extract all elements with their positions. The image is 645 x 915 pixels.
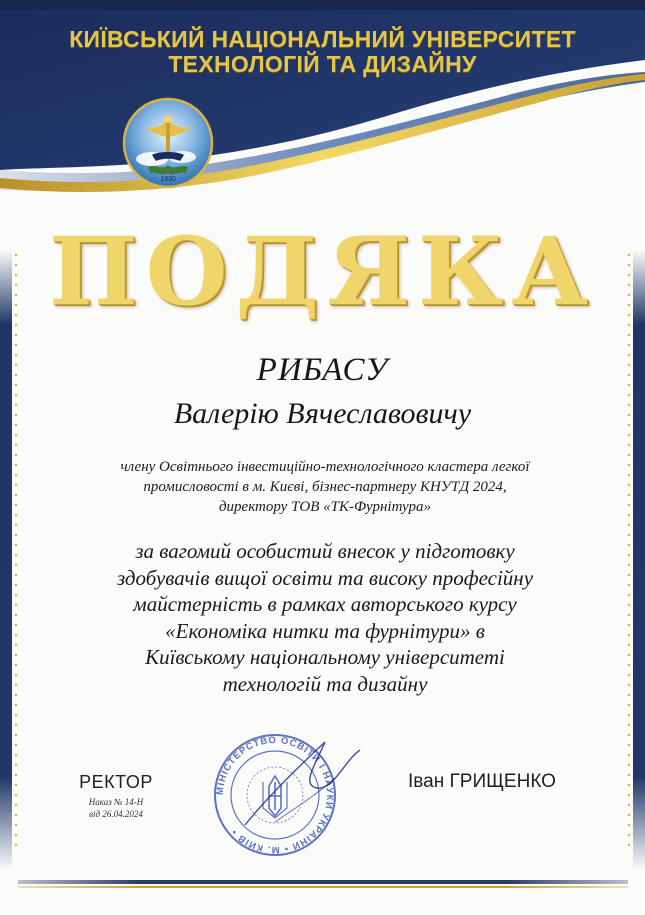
merit-statement [70, 538, 580, 697]
merit-line: здобувачів вищої освіти та високу професійну [116, 565, 534, 590]
role-line: директору ТОВ «ТК-Фурнітура» [218, 499, 432, 515]
recipient-surname: РИБАСУ [256, 352, 389, 388]
university-name-line1: КИЇВСЬКИЙ НАЦІОНАЛЬНИЙ УНІВЕРСИТЕТ [69, 26, 576, 52]
university-name-line2: ТЕХНОЛОГІЙ ТА ДИЗАЙНУ [168, 51, 477, 77]
emblem-year: 1930 [160, 176, 176, 183]
recipient-role [90, 457, 560, 517]
right-border-band [633, 250, 645, 870]
merit-line: майстерність в рамках авторського курсу [133, 592, 517, 616]
signatory-position: РЕКТОР [79, 772, 153, 792]
signer-name: Іван ГРИЩЕНКО [408, 771, 556, 792]
footer-gold-line [18, 886, 628, 888]
merit-line: «Економіка нитки та фурнітури» в [165, 618, 485, 643]
university-emblem-icon [122, 97, 214, 189]
order-number: Наказ № 14-Н [88, 797, 144, 807]
footer-navy-line [18, 880, 628, 884]
left-border-band [0, 250, 12, 870]
merit-line: за вагомий особистий внесок у підготовку [135, 539, 515, 563]
left-dot-border [13, 250, 19, 850]
recipient-given-name: Валерію Вячеславовичу [173, 397, 472, 430]
certificate-title: ПОДЯКА [48, 217, 597, 327]
order-date: від 26.04.2024 [89, 809, 143, 819]
official-seal-icon [205, 730, 365, 860]
role-line: члену Освітнього інвестиційно-технологічного кластера легкої [120, 459, 530, 475]
right-dot-border [626, 250, 632, 850]
role-line: промисловості в м. Києві, бізнес-партнеру КНУТД 2024, [143, 479, 507, 495]
seal-text: МІНІСТЕРСТВО ОСВІТИ І НАУКИ УКРАЇНИ • М. КИЇВ • [214, 734, 336, 856]
merit-line: Київському національному університеті [145, 645, 505, 669]
merit-line: технологій та дизайну [222, 671, 428, 696]
